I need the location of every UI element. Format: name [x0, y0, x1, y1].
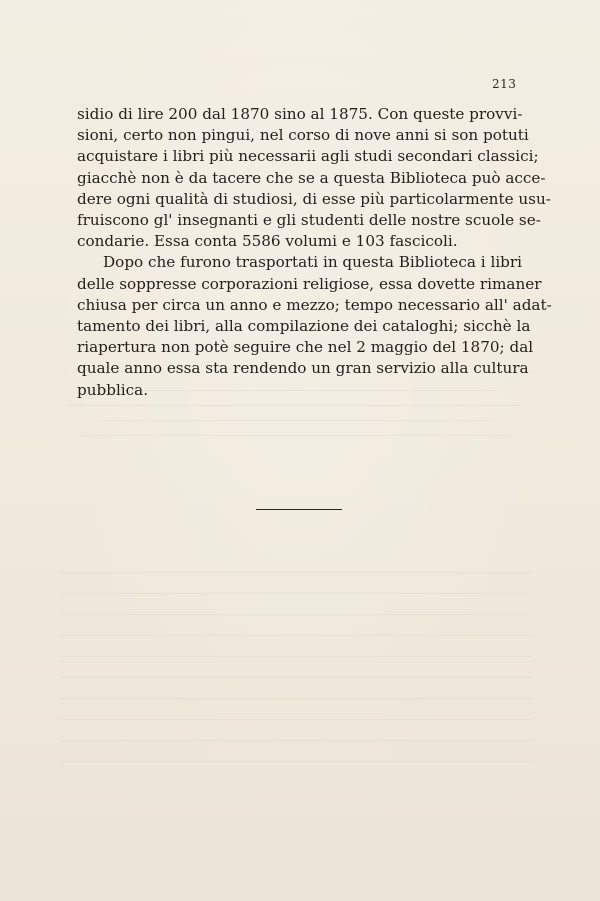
text-line: pubblica. [77, 380, 149, 399]
text-line: chiusa per circa un anno e mezzo; tempo necessario all' adat- [77, 295, 552, 314]
text-line: sioni, certo non pingui, nel corso di nove anni si son potuti [77, 126, 529, 145]
body-text [77, 104, 552, 401]
bleed-through-bottom [60, 562, 530, 832]
text-line: tamento dei libri, alla compilazione dei cataloghi; sicchè la [77, 317, 531, 336]
text-line: giacchè non è da tacere che se a questa Biblioteca può acce- [77, 168, 546, 187]
page-number: 213 [492, 77, 517, 91]
text-line: acquistare i libri più necessarii agli studi secondari classici; [77, 147, 539, 166]
text-line: delle soppresse corporazioni religiose, essa dovette rimaner [77, 274, 542, 293]
text-line: dere ogni qualità di studiosi, di esse più particolarmente usu- [77, 189, 551, 208]
text-line: Dopo che furono trasportati in questa Biblioteca i libri [103, 253, 523, 272]
text-line: sidio di lire 200 dal 1870 sino al 1875. Con queste provvi- [77, 105, 523, 123]
text-line: condarie. Essa conta 5586 volumi e 103 fascicoli. [77, 232, 458, 251]
text-line: fruiscono gl' insegnanti e gli studenti delle nostre scuole se- [77, 211, 541, 230]
text-line: quale anno essa sta rendendo un gran servizio alla cultura [77, 359, 529, 378]
text-line: riapertura non potè seguire che nel 2 maggio del 1870; dal [77, 338, 534, 357]
paragraph-1 [77, 104, 551, 252]
paragraph-2 [77, 252, 552, 400]
section-divider [256, 509, 342, 510]
